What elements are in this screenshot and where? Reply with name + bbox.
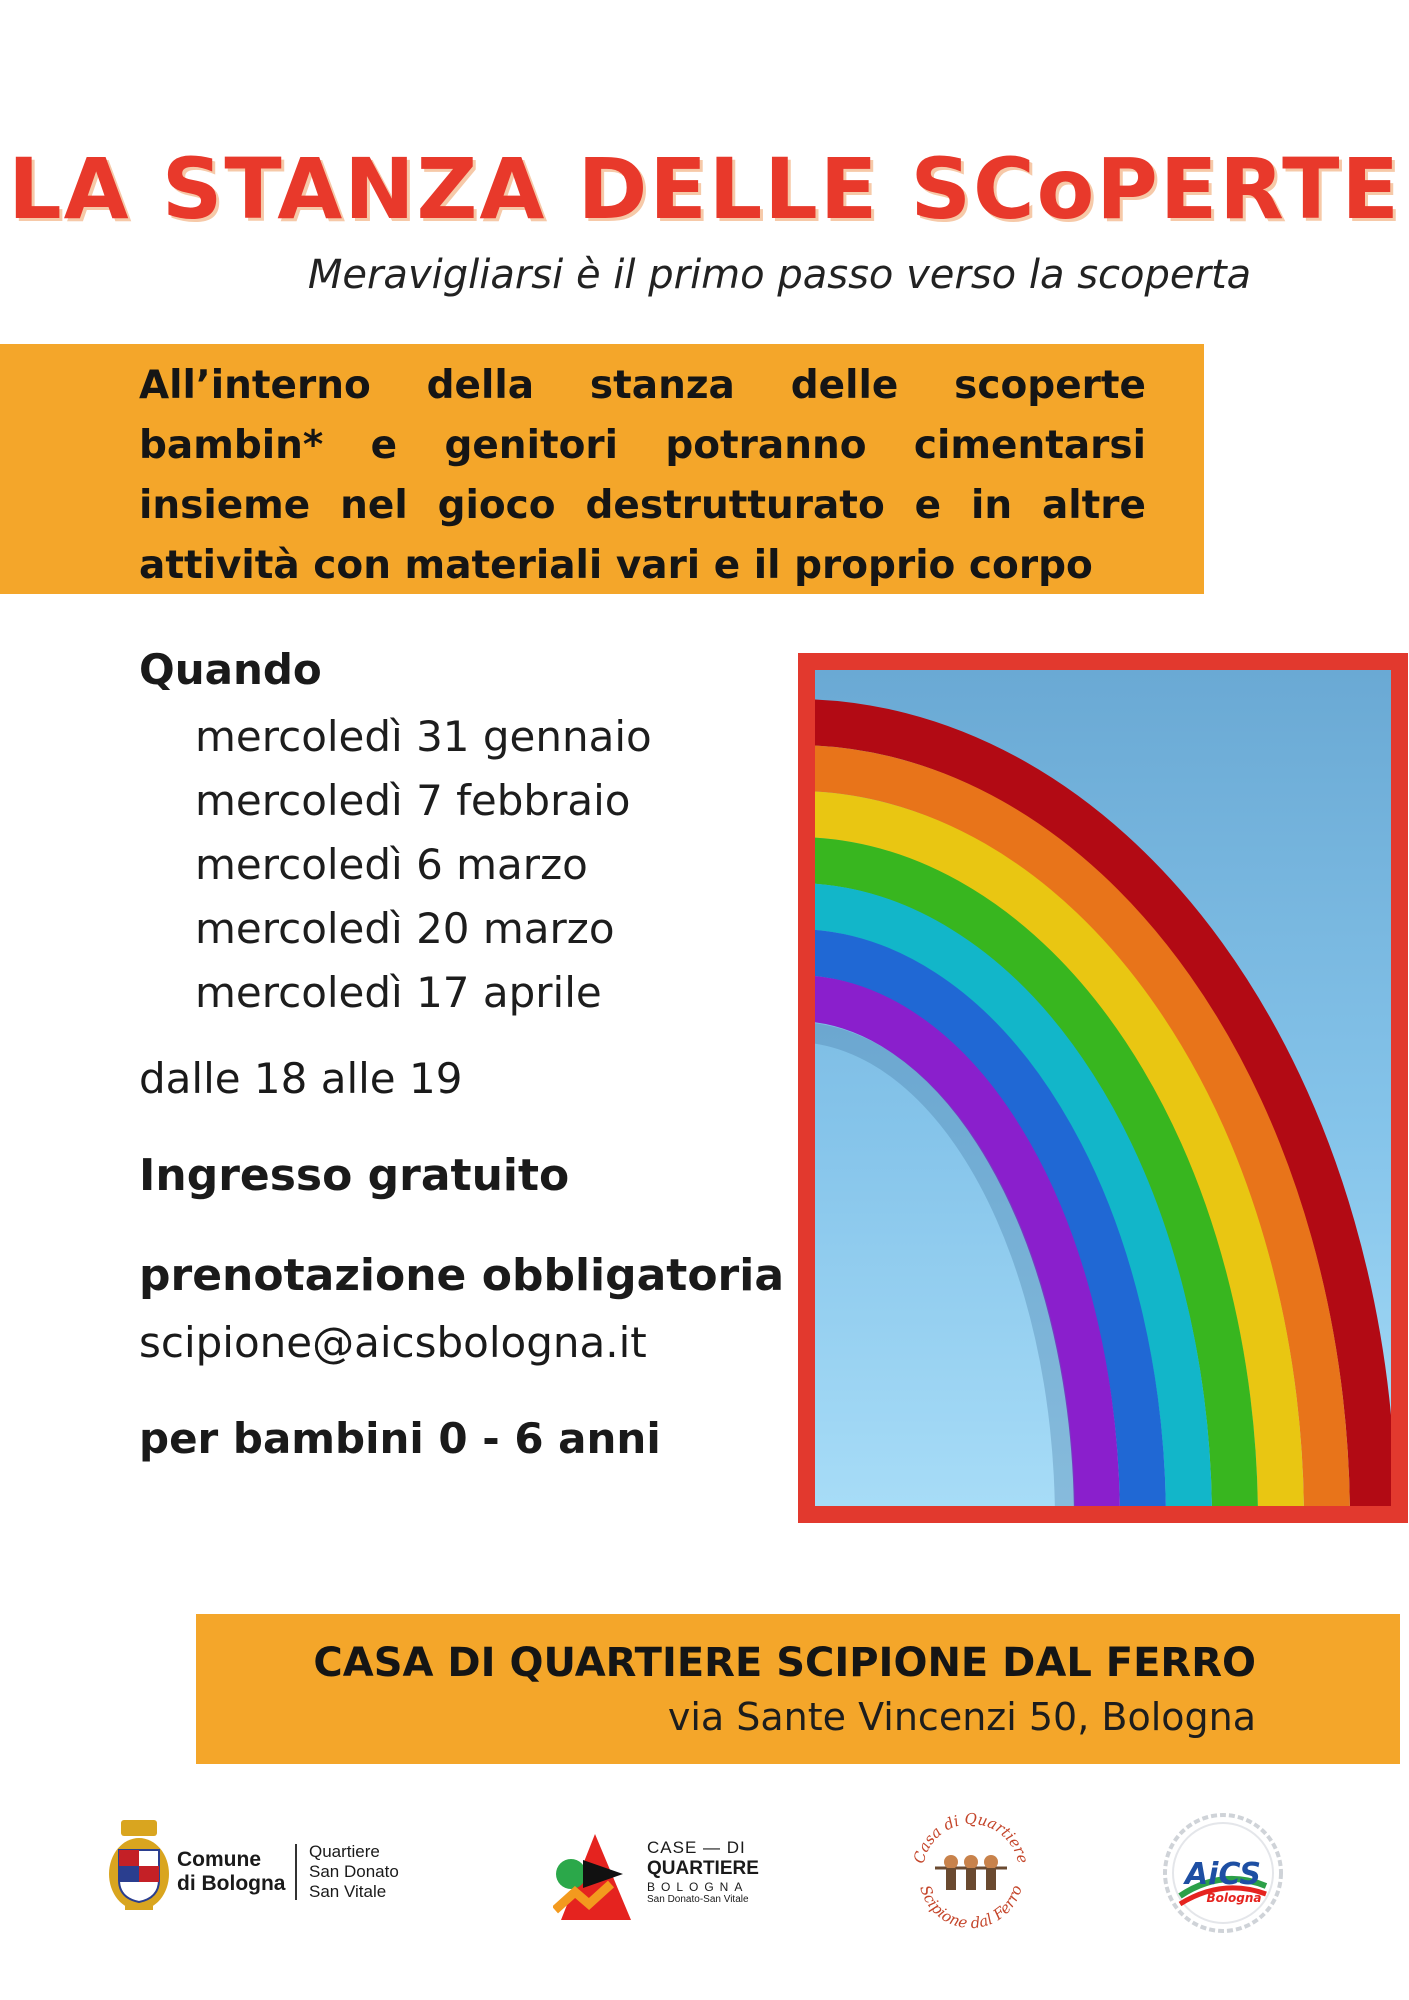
age-info: per bambini 0 - 6 anni bbox=[139, 1414, 661, 1463]
booking-info: prenotazione obbligatoria bbox=[139, 1250, 785, 1301]
quartiere-label-bold: QUARTIERE bbox=[647, 1858, 759, 1879]
venue-name: CASA DI QUARTIERE SCIPIONE DAL FERRO bbox=[313, 1640, 1256, 1686]
logo-divider bbox=[295, 1844, 297, 1900]
schedule-heading: Quando bbox=[139, 645, 322, 694]
case-quartiere-mark-icon bbox=[553, 1830, 635, 1920]
aics-wordmark: AiCS bbox=[1184, 1857, 1262, 1892]
venue-banner bbox=[196, 1614, 1400, 1764]
scipione-badge-icon bbox=[905, 1806, 1037, 1938]
aics-city: Bologna bbox=[1206, 1891, 1262, 1905]
comune-name: Comune bbox=[177, 1848, 261, 1871]
svg-text:Scipione dal Ferro bbox=[916, 1883, 1026, 1932]
schedule-date: mercoledì 17 aprile bbox=[195, 968, 602, 1017]
aics-badge-icon bbox=[1162, 1812, 1284, 1934]
quartiere-label: Quartiere bbox=[309, 1842, 380, 1861]
page-subtitle: Meravigliarsi è il primo passo verso la scoperta bbox=[307, 252, 1252, 298]
schedule-date: mercoledì 20 marzo bbox=[195, 904, 615, 953]
scipione-arc-top: Casa di Quartiere bbox=[909, 1809, 1033, 1866]
schedule-date: mercoledì 6 marzo bbox=[195, 840, 588, 889]
comune-bologna-logo bbox=[105, 1818, 425, 1918]
schedule-time: dalle 18 alle 19 bbox=[139, 1054, 463, 1103]
scipione-dal-ferro-logo bbox=[905, 1806, 1037, 1938]
comune-city: di Bologna bbox=[177, 1872, 286, 1895]
rainbow-image bbox=[798, 653, 1408, 1523]
case-di-quartiere-logo bbox=[553, 1830, 773, 1930]
entry-info: Ingresso gratuito bbox=[139, 1150, 570, 1201]
intro-text: All’interno della stanza delle scoperte bambin* e genitori potranno cimentarsi insieme nel gioco destrutturato e in altre attività con materiali vari e il proprio corpo bbox=[139, 363, 1146, 588]
crest-icon bbox=[105, 1818, 173, 1918]
venue-address: via Sante Vincenzi 50, Bologna bbox=[667, 1695, 1256, 1739]
schedule-date: mercoledì 7 febbraio bbox=[195, 776, 631, 825]
rainbow-illustration bbox=[815, 670, 1391, 1506]
quartiere-name-2: San Vitale bbox=[309, 1882, 387, 1901]
schedule-date: mercoledì 31 gennaio bbox=[195, 712, 652, 761]
quartiere-name-1: San Donato bbox=[309, 1862, 399, 1881]
scipione-arc-bottom: Scipione dal Ferro bbox=[916, 1882, 1026, 1933]
district-label: San Donato-San Vitale bbox=[647, 1894, 749, 1905]
case-label: CASE — DI bbox=[647, 1838, 746, 1857]
page-title: LA STANZA DELLE SCoPERTE bbox=[8, 140, 1401, 238]
aics-bologna-logo bbox=[1162, 1812, 1284, 1934]
bologna-label: BOLOGNA bbox=[647, 1880, 749, 1894]
contact-email[interactable]: scipione@aicsbologna.it bbox=[139, 1318, 647, 1367]
